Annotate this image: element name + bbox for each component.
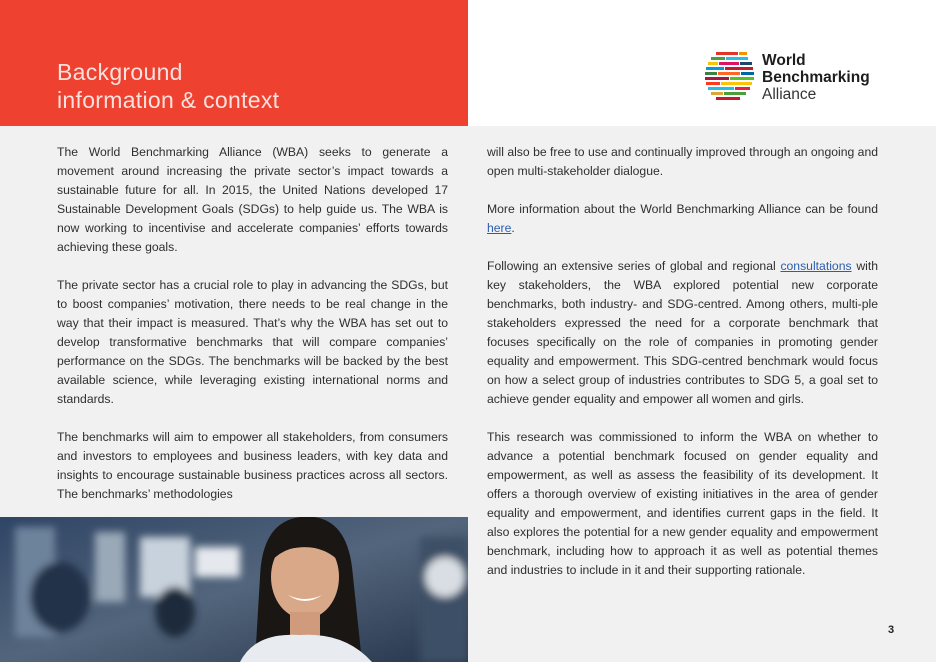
right-paragraph-3-rest: with key stakeholders, the WBA explored potential new corporate benchmarks, both industry- and SDG-centred. Among others, multi-ple stakeholders expressed the need for a corporate benchmark that focuses specifically on the role of companies in promoting gender equality and empowerment. This SDG-centred benchmark would focus on how a select group of industries contributes to SDG 5, a goal set to achieve gender equality and empower all women and girls. <box>487 259 879 406</box>
consultations-link[interactable]: consultations <box>780 259 852 273</box>
left-paragraph-2: The private sector has a crucial role to play in advancing the SDGs, but to boost companies’ motivation, there needs to be real change in the way that their impact is measured. That’s why the WBA has set out to develop transformative benchmarks that will compare companies’ performance on the SDGs. The benchmarks will be backed by the best available science, while leveraging existing international norms and standards. <box>57 278 448 406</box>
left-text-column <box>57 143 448 511</box>
page-title-line-2: information & context <box>57 87 280 113</box>
woman-smiling-photo <box>0 517 468 662</box>
right-paragraph-3 <box>487 257 878 409</box>
left-paragraph-3: The benchmarks will aim to empower all stakeholders, from consumers and investors to employees and business leaders, with key data and insights to encourage sustainable business practices across all sectors. The benchmarks’ methodologies <box>57 430 448 501</box>
right-paragraph-2-text: More information about the World Benchmarking Alliance can be found <box>487 202 878 216</box>
right-text-column <box>487 143 878 599</box>
logo-word-world: World <box>762 52 806 69</box>
page-title-line-1: Background <box>57 59 183 85</box>
wba-logo <box>704 50 884 106</box>
page-title <box>57 58 279 114</box>
right-paragraph-2 <box>487 200 878 238</box>
right-paragraph-2-end: . <box>511 221 515 235</box>
right-paragraph-4: This research was commissioned to inform the WBA on whether to advance a potential benchmark focused on gender equality and empowerment, as well as assess the feasibility of its development. It offers a thorough overview of existing initiatives in the area of gender equality and empowerment, and identifies current gaps in the field. It also explores the potential for a new gender equality and empowerment benchmark, including how to approach it as well as potential themes and industries to include in it and their supporting rationale. <box>487 430 878 577</box>
photo-illustration <box>0 517 468 662</box>
here-link[interactable]: here <box>487 221 512 235</box>
right-paragraph-3-start: Following an extensive series of global and regional <box>487 259 781 273</box>
right-paragraph-1: will also be free to use and continually improved through an ongoing and open multi-stakeholder dialogue. <box>487 145 878 178</box>
wba-logo-mark-icon <box>704 50 756 104</box>
logo-word-benchmarking: Benchmarking <box>762 69 870 86</box>
page-number: 3 <box>888 624 895 636</box>
wba-logo-wordmark <box>762 52 870 103</box>
left-paragraph-1: The World Benchmarking Alliance (WBA) seeks to generate a movement around increasing the private sector’s impact towards a sustainable future for all. In 2015, the United Nations developed 17 Sustainable Development Goals (SDGs) to help guide us. The WBA is now working to incentivise and accelerate companies’ efforts towards achieving these goals. <box>57 145 448 254</box>
logo-word-alliance: Alliance <box>762 86 817 103</box>
